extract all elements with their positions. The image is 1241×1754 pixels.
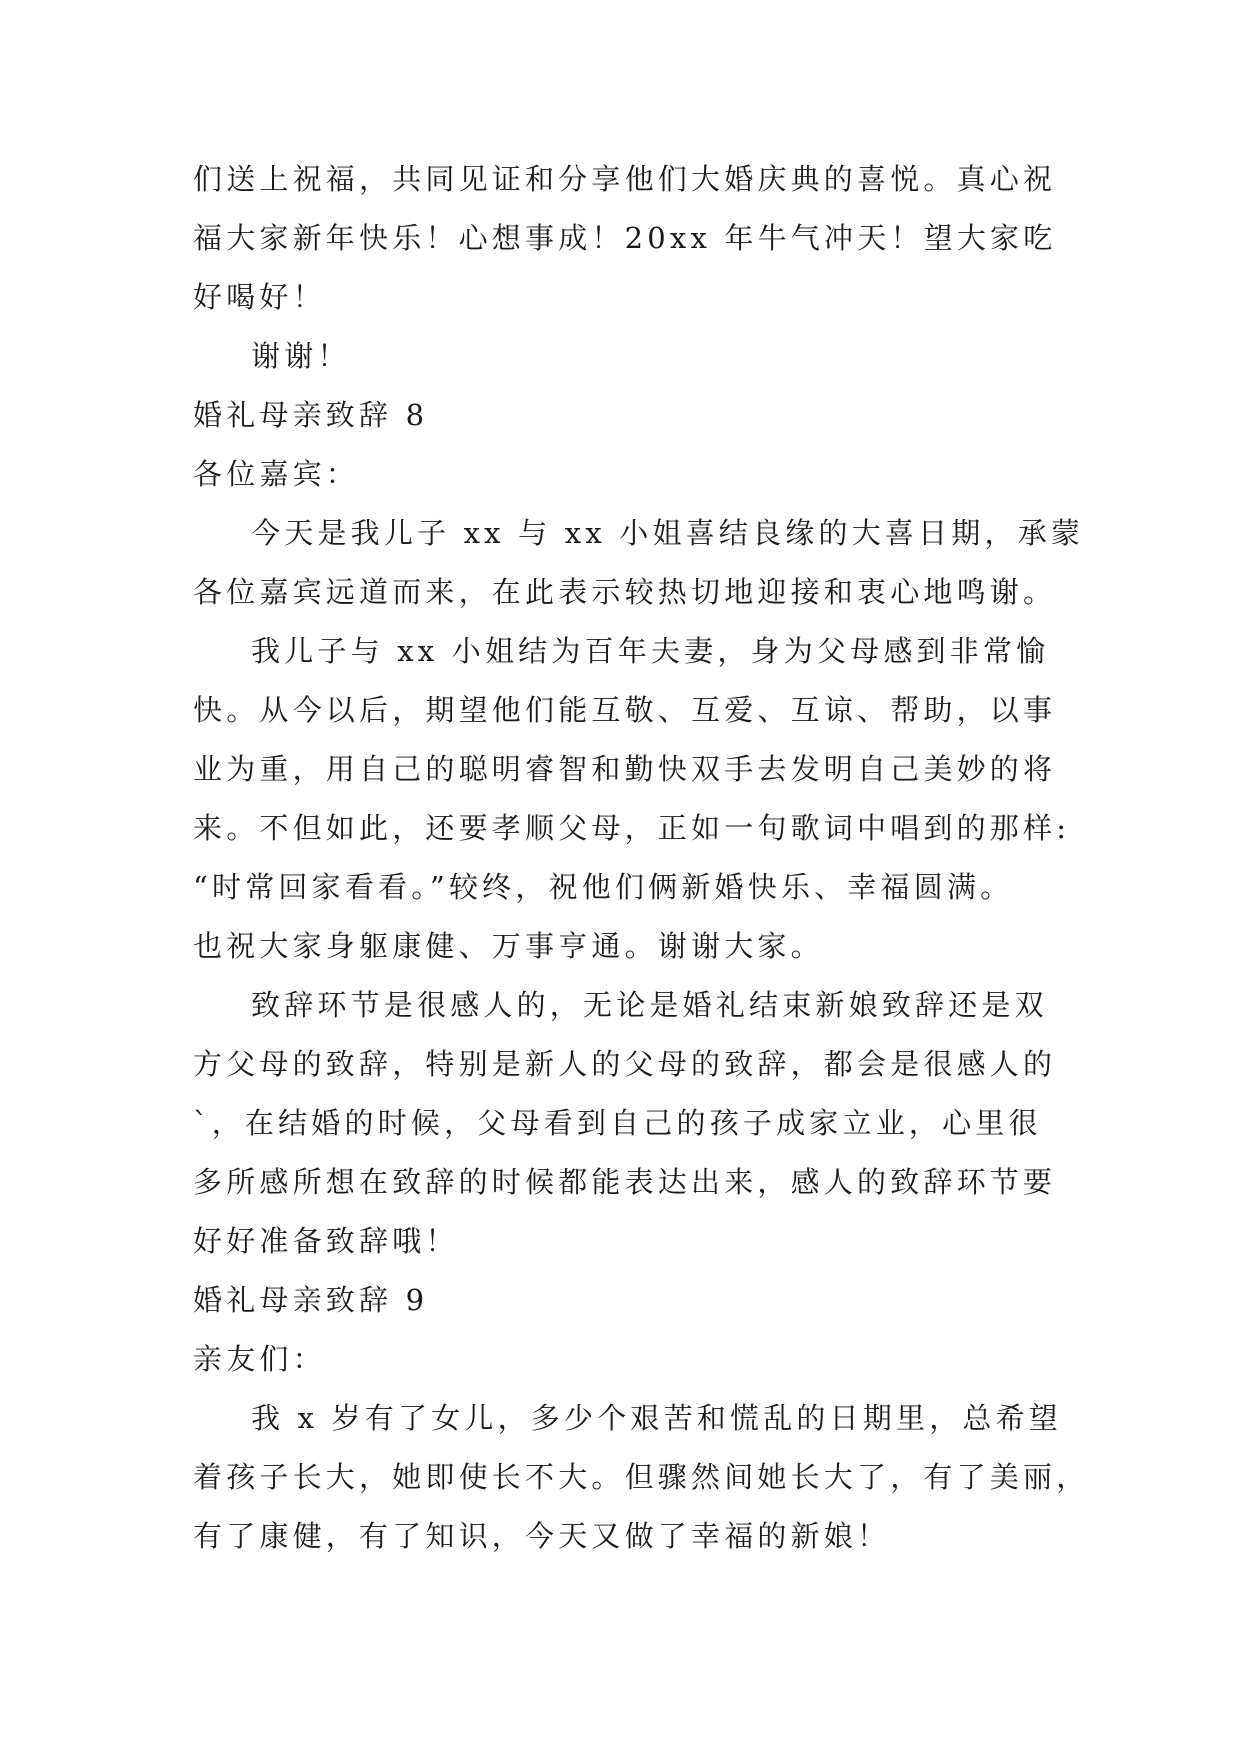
paragraph-line: 各位嘉宾远道而来，在此表示较热切地迎接和衷心地鸣谢。 xyxy=(193,575,1057,609)
paragraph-line: 方父母的致辞，特别是新人的父母的致辞，都会是很感人的 xyxy=(193,1047,1057,1081)
paragraph-line: 也祝大家身躯康健、万事亨通。谢谢大家。 xyxy=(193,929,824,963)
paragraph-line: `，在结婚的时候，父母看到自己的孩子成家立业，心里很 xyxy=(193,1106,1042,1140)
paragraph-line: 今天是我儿子 xx 与 xx 小姐喜结良缘的大喜日期，承蒙 xyxy=(251,516,1085,550)
salutation-line: 各位嘉宾： xyxy=(193,457,360,491)
paragraph-line: 有了康健，有了知识，今天又做了幸福的新娘！ xyxy=(193,1519,891,1553)
paragraph-line: 快。从今以后，期望他们能互敬、互爱、互谅、帮助，以事 xyxy=(193,693,1057,727)
paragraph-line: 多所感所想在致辞的时候都能表达出来，感人的致辞环节要 xyxy=(193,1165,1057,1199)
paragraph-line: 我 x 岁有了女儿，多少个艰苦和慌乱的日期里，总希望 xyxy=(251,1401,1062,1435)
paragraph-line: 着孩子长大，她即使长不大。但骤然间她长大了，有了美丽， xyxy=(193,1460,1090,1494)
section-heading: 婚礼母亲致辞 8 xyxy=(193,398,429,432)
document-page xyxy=(193,150,1090,1566)
paragraph-line: 来。不但如此，还要孝顺父母，正如一句歌词中唱到的那样: xyxy=(193,811,1071,845)
paragraph-line: “时常回家看看。”较终，祝他们俩新婚快乐、幸福圆满。 xyxy=(193,870,1014,904)
paragraph-line: 谢谢！ xyxy=(251,339,351,373)
paragraph-line: 好好准备致辞哦！ xyxy=(193,1224,459,1258)
paragraph-line: 们送上祝福，共同见证和分享他们大婚庆典的喜悦。真心祝 xyxy=(193,162,1057,196)
paragraph-line: 致辞环节是很感人的，无论是婚礼结束新娘致辞还是双 xyxy=(251,988,1048,1022)
paragraph-line: 福大家新年快乐！心想事成！20xx 年牛气冲天！望大家吃 xyxy=(193,221,1057,255)
section-heading: 婚礼母亲致辞 9 xyxy=(193,1283,429,1317)
paragraph-line: 我儿子与 xx 小姐结为百年夫妻，身为父母感到非常愉 xyxy=(251,634,1050,668)
paragraph-line: 好喝好！ xyxy=(193,280,326,314)
paragraph-line: 业为重，用自己的聪明睿智和勤快双手去发明自己美妙的将 xyxy=(193,752,1057,786)
salutation-line: 亲友们： xyxy=(193,1342,326,1376)
